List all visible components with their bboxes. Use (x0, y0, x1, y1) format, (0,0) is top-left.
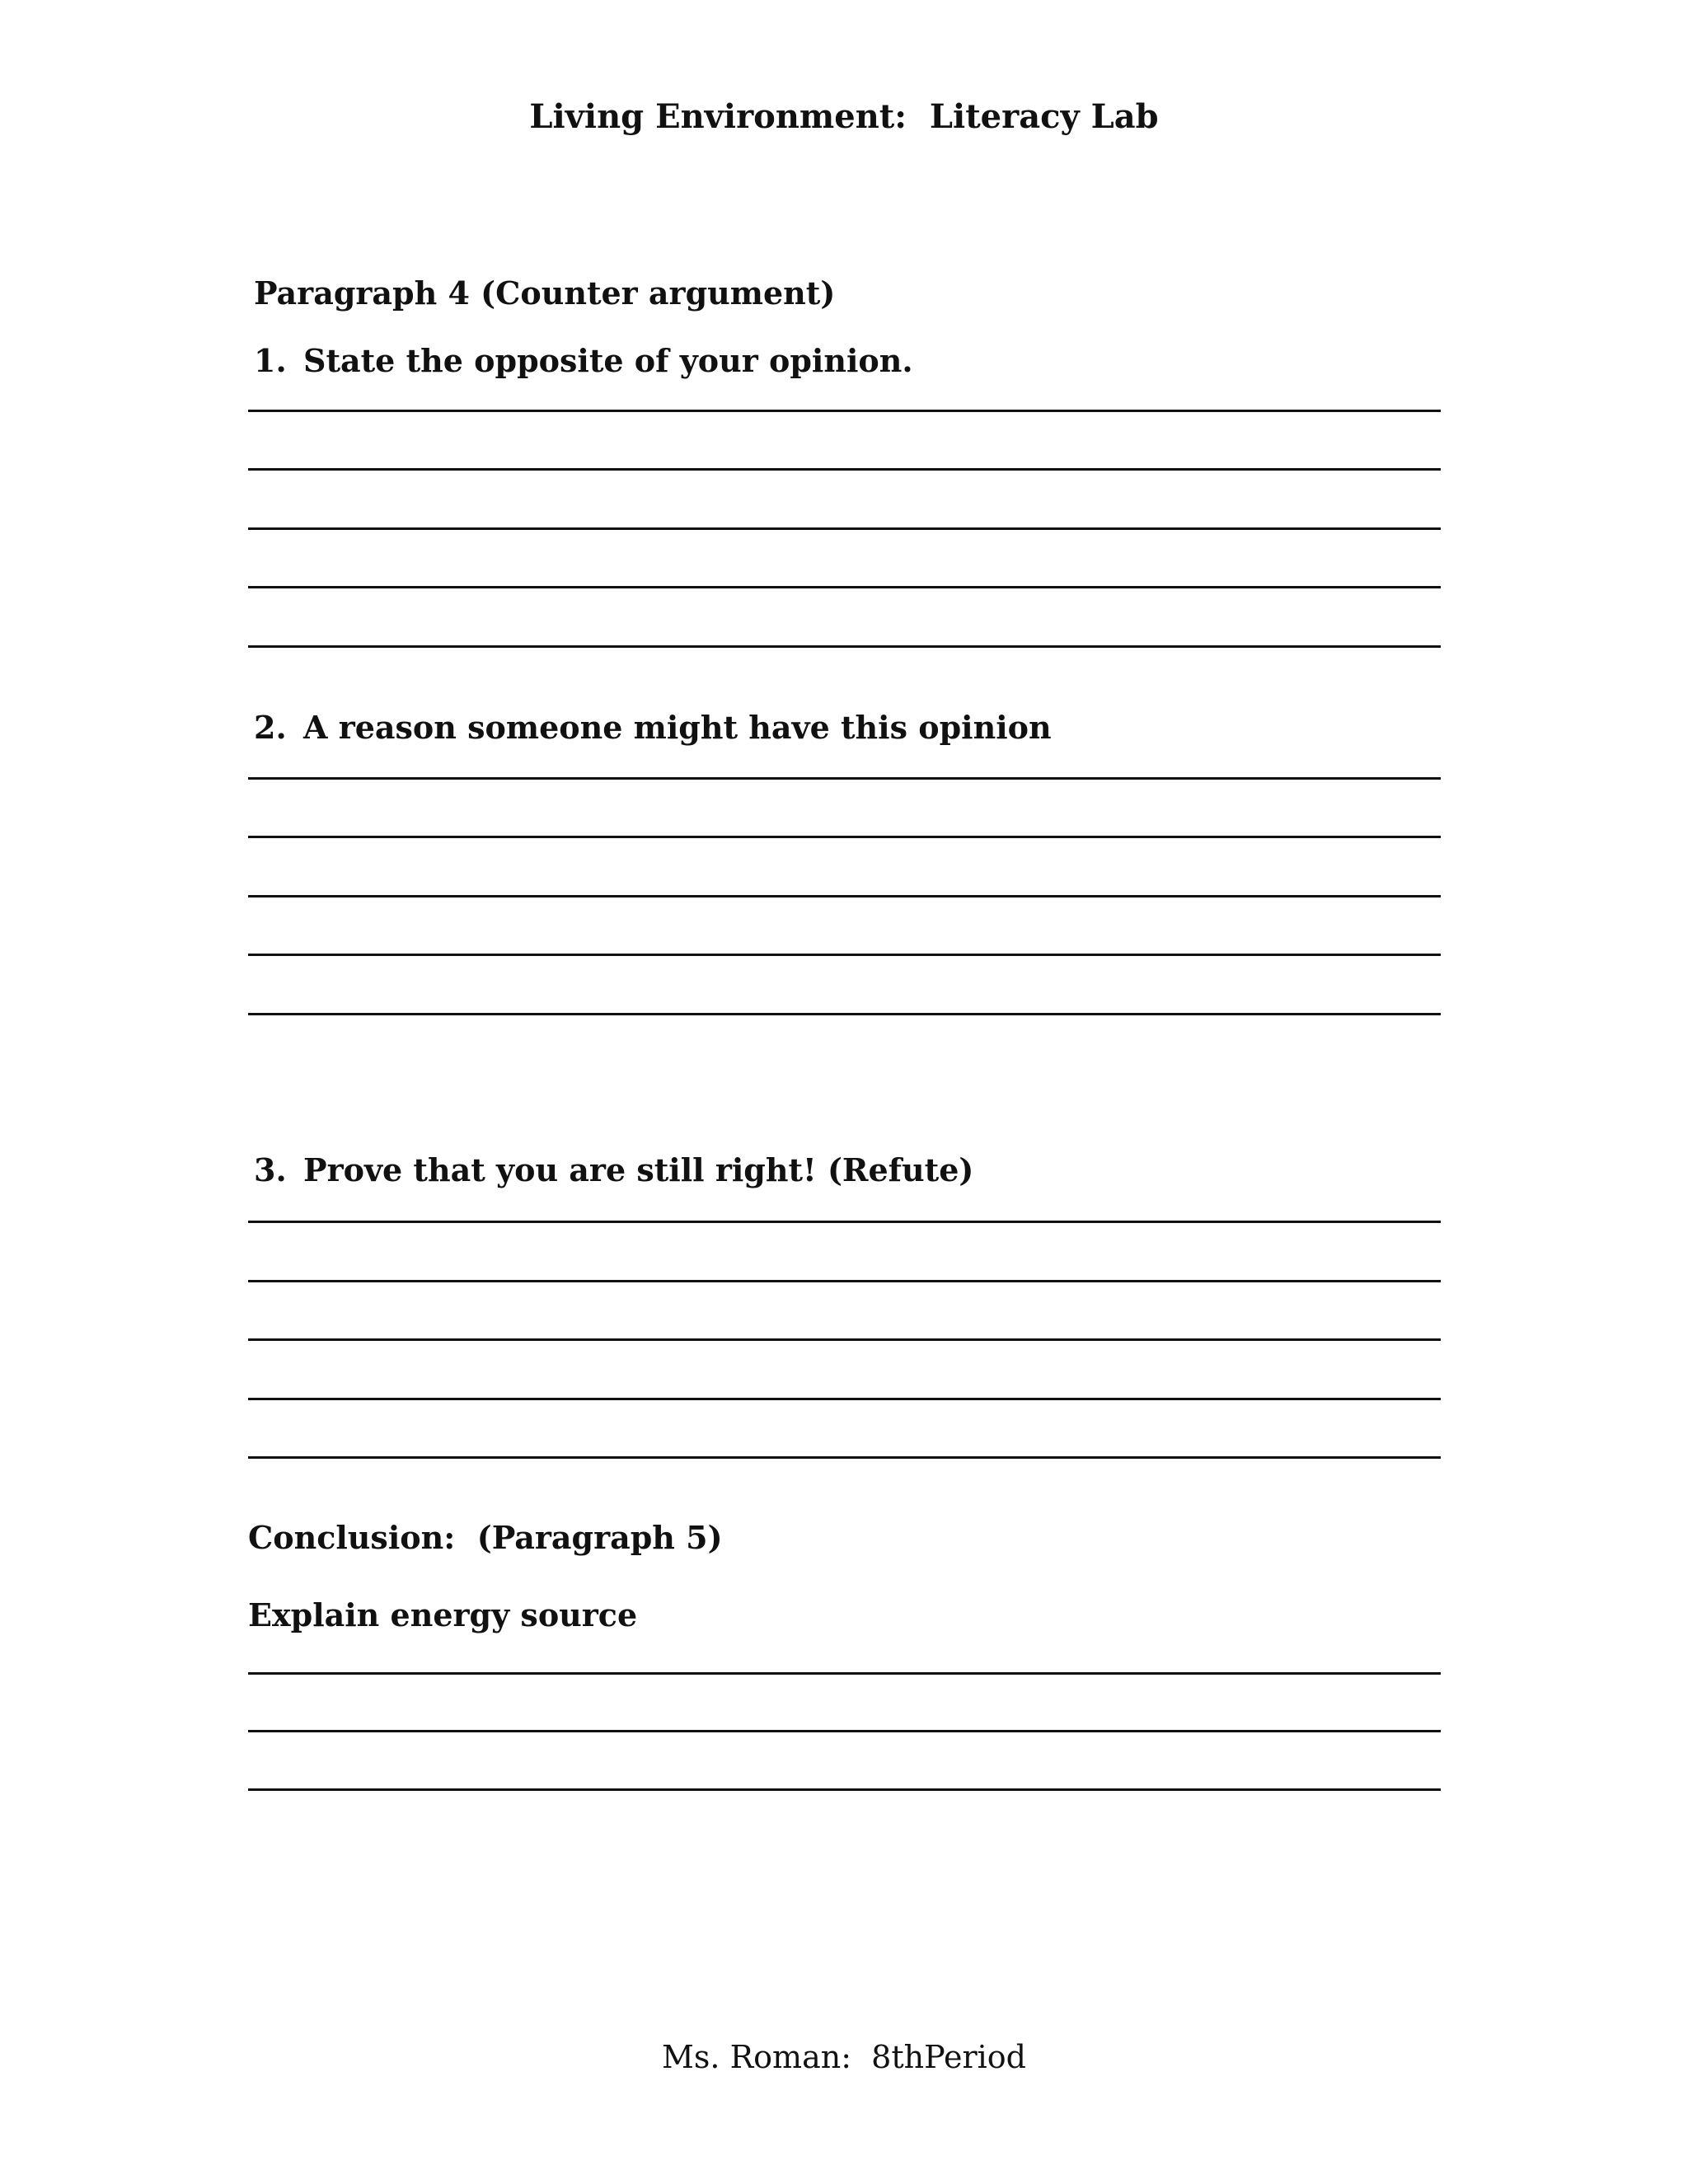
answer-line-q3-2[interactable] (248, 1280, 1441, 1282)
conclusion-prompt: Explain energy source (248, 1596, 638, 1633)
question-2-number: 2. (254, 709, 287, 746)
answer-line-q2-2[interactable] (248, 836, 1441, 838)
answer-line-q2-3[interactable] (248, 895, 1441, 898)
paragraph4-heading: Paragraph 4 (Counter argument) (254, 274, 836, 312)
question-1-text: State the opposite of your opinion. (303, 342, 913, 379)
answer-line-q1-4[interactable] (248, 586, 1441, 588)
conclusion-heading: Conclusion: (Paragraph 5) (248, 1519, 723, 1556)
question-3-number: 3. (254, 1151, 287, 1188)
question-3-text: Prove that you are still right! (Refute) (303, 1151, 974, 1188)
answer-line-q2-4[interactable] (248, 954, 1441, 956)
answer-line-q3-4[interactable] (248, 1398, 1441, 1400)
question-2-text: A reason someone might have this opinion (303, 709, 1052, 746)
answer-line-conclusion-2[interactable] (248, 1730, 1441, 1732)
answer-line-q1-5[interactable] (248, 645, 1441, 648)
answer-line-conclusion-3[interactable] (248, 1788, 1441, 1791)
answer-line-q1-1[interactable] (248, 410, 1441, 412)
answer-line-q2-1[interactable] (248, 777, 1441, 780)
page-title: Living Environment: Literacy Lab (529, 97, 1159, 136)
answer-line-q1-3[interactable] (248, 527, 1441, 530)
answer-line-q2-5[interactable] (248, 1013, 1441, 1015)
footer-teacher-period: Ms. Roman: 8thPeriod (662, 2039, 1026, 2075)
answer-line-conclusion-1[interactable] (248, 1672, 1441, 1675)
answer-line-q3-5[interactable] (248, 1456, 1441, 1459)
answer-line-q1-2[interactable] (248, 468, 1441, 471)
answer-line-q3-1[interactable] (248, 1221, 1441, 1223)
answer-line-q3-3[interactable] (248, 1338, 1441, 1341)
question-1-number: 1. (254, 342, 287, 379)
